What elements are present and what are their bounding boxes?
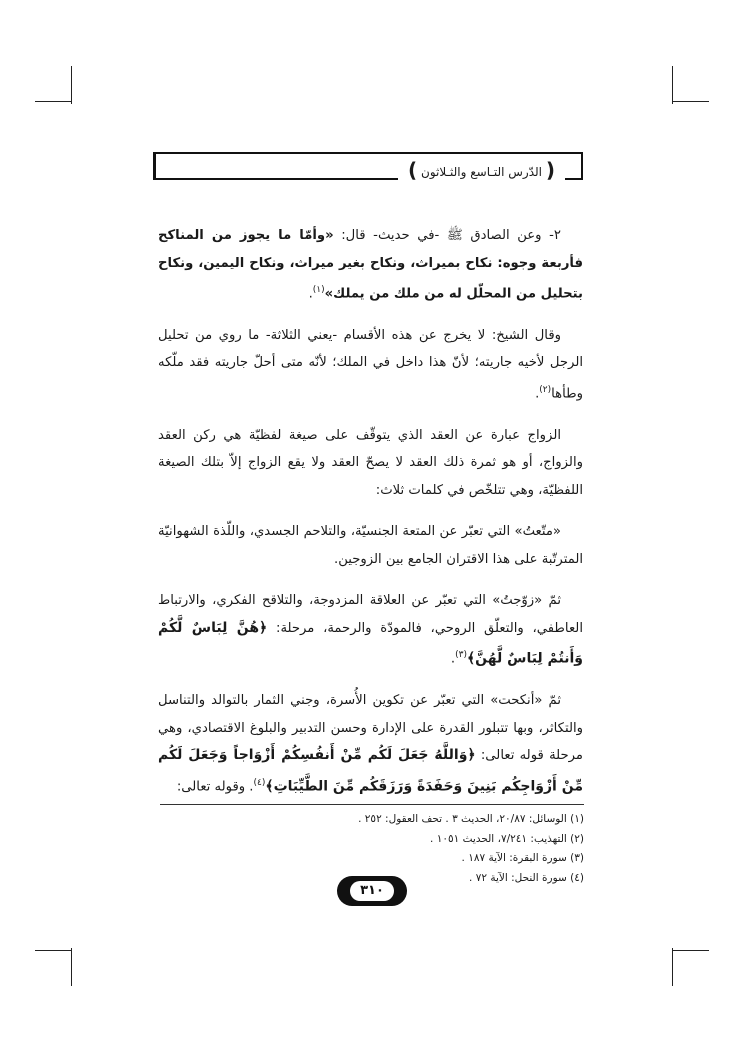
paragraph [158, 322, 583, 408]
footnote-separator [160, 804, 584, 805]
footnote-ref: (٤) [253, 777, 266, 788]
crop-mark [672, 950, 709, 951]
crop-mark [71, 948, 72, 986]
paragraph-text: ثمّ «أنكحت» التي تعبّر عن تكوين الأُسرة، وجني الثمار بالتوالد والتناسل والتكاثر، وبها تتبلور القدرة على الإدارة وحسن التدبير والبلوغ الاقتصادي، وهي مرحلة قوله تعالى: [158, 693, 583, 764]
header-tab [398, 159, 565, 181]
crop-mark [672, 66, 673, 104]
running-header [153, 152, 583, 180]
crop-mark [672, 948, 673, 986]
crop-mark [672, 101, 709, 102]
paragraph-text: الزواج عبارة عن العقد الذي يتوقّف على صيغة لفظيّة هي ركن العقد والزواج، أو هو ثمرة ذلك العقد لا يصحّ العقد ولا يقع الزواج إلاّ بتلك الصيغة اللفظيّة، وهي تتلخّص في كلمات ثلاث: [158, 427, 583, 498]
paragraph-tail: . وقوله تعالى: [176, 779, 254, 795]
paragraph [158, 518, 583, 573]
crop-mark [35, 101, 72, 102]
paragraph-tail: . [308, 286, 313, 302]
header-title: الدّرس التـاسع والثـلاثون [421, 165, 543, 179]
hadith-lead: ٢- وعن الصادق ﷺ -في حديث- قال: [333, 228, 561, 243]
footnote: (٣) سورة البقرة: الآية ١٨٧ . [461, 852, 584, 864]
quran-verse: ﴿وَاللَّهُ جَعَلَ لَكُم مِّنْ أَنفُسِكُمْ أَزْوَاجاً وَجَعَلَ لَكُم مِّنْ أَزْوَاجِكُم بَنِينَ وَحَفَدَةً وَرَزَقَكُم مِّنَ الطَّيِّبَاتِ﴾ [158, 747, 583, 795]
bracket-open-icon: ( [545, 158, 555, 182]
body-text [158, 222, 583, 815]
footnote-ref: (٢) [539, 384, 552, 395]
hadith-quote: «وأمّا ما يجوز من المناكح فأربعة وجوه: نكاح بميراث، ونكاح بغير ميراث، ونكاح اليمين، ونكاح بتحليل من المحلّل له من ملك من يملك» [158, 228, 583, 302]
footnote: (٢) التهذيب: ٧/٢٤١، الحديث ١٠٥١ . [430, 832, 584, 845]
footnote-ref: (١) [312, 285, 325, 295]
quran-verse: ﴿هُنَّ لِبَاسٌ لَّكُمْ وَأَنتُمْ لِبَاسٌ لَّهُنَّ﴾ [158, 619, 583, 667]
paragraph-text: «متّعتُ» التي تعبّر عن المتعة الجنسيّة، والتلاحم الجسدي، واللّذة الشهوانيّة المترتّبة على هذا الاقتران الجامع بين الزوجين. [158, 524, 583, 567]
paragraph-tail: . [450, 651, 456, 667]
footnote-ref: (٣) [455, 650, 467, 661]
paragraph-tail: . [535, 386, 540, 402]
footnote: (١) الوسائل: ٢٠/٨٧، الحديث ٣ . تحف العقول: ٢٥٢ . [358, 813, 584, 825]
page-number-badge [337, 876, 407, 906]
paragraph [158, 587, 583, 673]
footnote: (٤) سورة النحل: الآية ٧٢ . [469, 871, 584, 884]
paragraph [158, 222, 583, 308]
page-number: ٣١٠ [350, 881, 394, 901]
crop-mark [71, 66, 72, 104]
paragraph-text: وقال الشيخ: لا يخرج عن هذه الأقسام -يعني الثلاثة- ما روي من تحليل الرجل لأخيه جاريته؛ لأنّ هذا داخل في الملك؛ لأنّه متى أحلّ جاريته فقد ملّكه وطأها [158, 327, 583, 402]
paragraph-text: ثمّ «زوّجتُ» التي تعبّر عن العلاقة المزدوجة، والتلاقح الفكري، والارتباط العاطفي، والتعلّق الروحي، فالمودّة والرحمة، مرحلة: [158, 593, 583, 636]
bracket-close-icon: ) [408, 158, 418, 182]
paragraph [158, 687, 583, 800]
paragraph [158, 422, 583, 505]
crop-mark [35, 950, 72, 951]
